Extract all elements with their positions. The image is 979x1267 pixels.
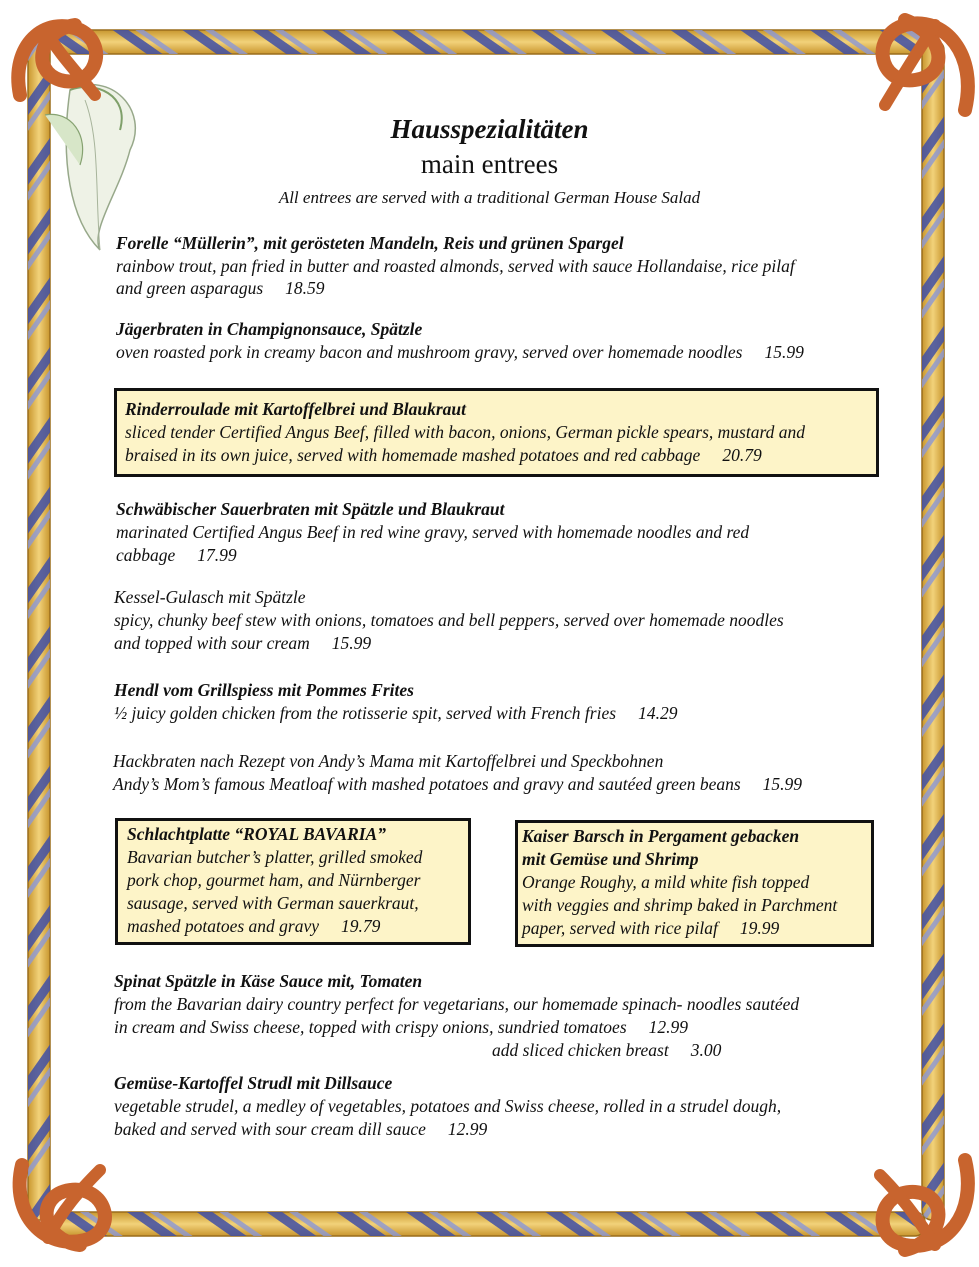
- dish-name: mit Gemüse und Shrimp: [522, 849, 699, 869]
- left-pole: [28, 40, 50, 1220]
- dish-name: Hackbraten nach Rezept von Andy’s Mama mit Kartoffelbrei und Speckbohnen: [113, 751, 664, 771]
- menu-note: All entrees are served with a traditional German House Salad: [278, 188, 701, 207]
- dish-price: 18.59: [285, 278, 325, 298]
- dish-description: braised in its own juice, served with homemade mashed potatoes and red cabbage 20.79: [125, 445, 762, 465]
- dish-name: Gemüse-Kartoffel Strudl mit Dillsauce: [114, 1073, 393, 1093]
- dish-description: oven roasted pork in creamy bacon and mushroom gravy, served over homemade noodles 15.99: [116, 342, 804, 362]
- dish-description: from the Bavarian dairy country perfect for vegetarians, our homemade spinach- noodles sautéed: [114, 994, 800, 1014]
- dish-description: sliced tender Certified Angus Beef, filled with bacon, onions, German pickle spears, mustard and: [125, 422, 805, 442]
- dish-price: 19.79: [341, 916, 381, 936]
- dish-name: Jägerbraten in Champignonsauce, Spätzle: [116, 319, 423, 339]
- dish-price: 15.99: [762, 774, 803, 794]
- dish-description: cabbage 17.99: [116, 545, 237, 565]
- dish-price: 19.99: [739, 918, 780, 938]
- dish-description: spicy, chunky beef stew with onions, tomatoes and bell peppers, served over homemade noodles: [114, 610, 784, 630]
- dish-name: Kessel-Gulasch mit Spätzle: [114, 587, 306, 607]
- dish-name: Schwäbischer Sauerbraten mit Spätzle und Blaukraut: [116, 499, 505, 519]
- dish-description: baked and served with sour cream dill sauce 12.99: [114, 1119, 488, 1139]
- dish-description: in cream and Swiss cheese, topped with crispy onions, sundried tomatoes 12.99: [114, 1017, 689, 1037]
- addon-price: 3.00: [690, 1040, 722, 1060]
- dish-name: Forelle “Müllerin”, mit gerösteten Mandeln, Reis und grünen Spargel: [116, 233, 624, 253]
- dish-price: 12.99: [447, 1119, 488, 1139]
- dish-price: 20.79: [722, 445, 762, 465]
- bottom-pole: [55, 1212, 925, 1236]
- dish-name: Spinat Spätzle in Käse Sauce mit, Tomaten: [114, 971, 423, 991]
- dish-description: Andy’s Mom’s famous Meatloaf with mashed potatoes and gravy and sautéed green beans 15.99: [113, 774, 803, 794]
- dish-price: 15.99: [764, 342, 804, 362]
- dish-name: Rinderroulade mit Kartoffelbrei und Blaukraut: [125, 399, 466, 419]
- dish-addon: add sliced chicken breast 3.00: [492, 1040, 722, 1060]
- dish-price: 12.99: [648, 1017, 689, 1037]
- menu-title: Hausspezialitäten: [390, 114, 589, 144]
- dish-price: 15.99: [331, 633, 372, 653]
- top-pole: [55, 30, 925, 54]
- dish-description: ½ juicy golden chicken from the rotisserie spit, served with French fries 14.29: [114, 703, 678, 723]
- dish-description: mashed potatoes and gravy 19.79: [127, 916, 381, 936]
- dish-description: pork chop, gourmet ham, and Nürnberger: [127, 870, 421, 890]
- dish-description: Bavarian butcher’s platter, grilled smoked: [127, 847, 423, 867]
- dish-description: vegetable strudel, a medley of vegetables, potatoes and Swiss cheese, rolled in a strudel dough,: [114, 1096, 782, 1116]
- dish-description: rainbow trout, pan fried in butter and roasted almonds, served with sauce Hollandaise, rice pilaf: [116, 256, 795, 276]
- dish-description: sausage, served with German sauerkraut,: [127, 893, 419, 913]
- dish-name: Schlachtplatte “ROYAL BAVARIA”: [127, 824, 386, 844]
- dish-description: and green asparagus 18.59: [116, 278, 325, 298]
- dish-name: Kaiser Barsch in Pergament gebacken: [522, 826, 800, 846]
- dish-name: Hendl vom Grillspiess mit Pommes Frites: [114, 680, 414, 700]
- dish-price: 17.99: [197, 545, 237, 565]
- dish-price: 14.29: [638, 703, 678, 723]
- dish-description: paper, served with rice pilaf 19.99: [522, 918, 780, 938]
- dish-description: with veggies and shrimp baked in Parchment: [522, 895, 838, 915]
- dish-description: marinated Certified Angus Beef in red wine gravy, served with homemade noodles and red: [116, 522, 750, 542]
- menu-subtitle: main entrees: [420, 149, 559, 179]
- dish-description: and topped with sour cream 15.99: [114, 633, 372, 653]
- dish-description: Orange Roughy, a mild white fish topped: [522, 872, 810, 892]
- right-pole: [922, 40, 944, 1220]
